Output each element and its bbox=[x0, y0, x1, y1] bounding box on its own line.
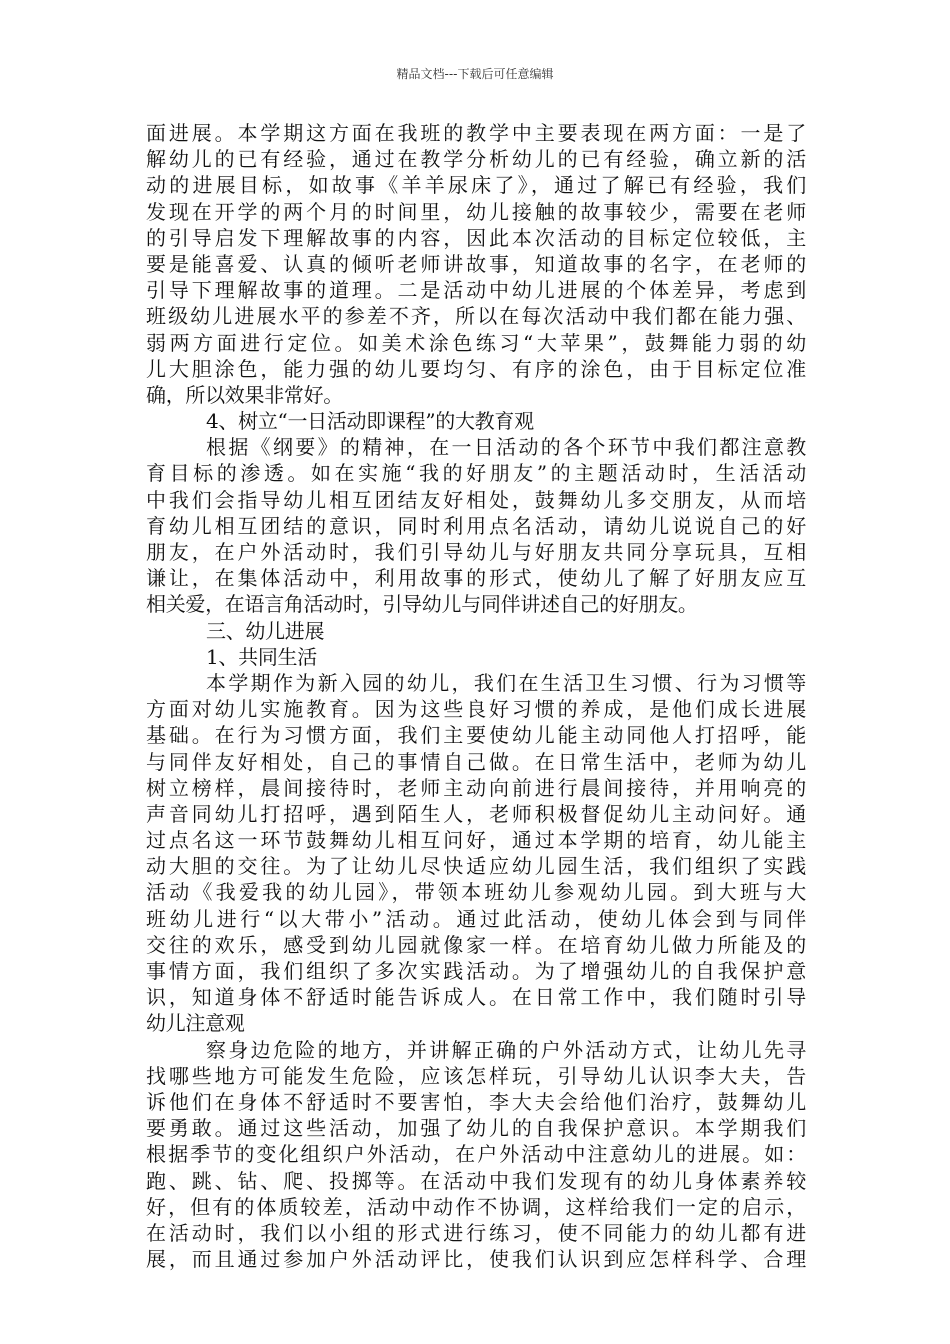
text-line: 要是能喜爱、认真的倾听老师讲故事，知道故事的名字，在老师的 bbox=[146, 251, 806, 276]
text-line: 动的进展目标，如故事《羊羊尿床了》，通过了解已有经验，我们 bbox=[146, 173, 806, 198]
text-line: 谦让，在集体活动中，利用故事的形式，使幼儿了解了好朋友应互 bbox=[146, 566, 806, 591]
page-header: 精品文档---下载后可任意编辑 bbox=[396, 67, 554, 81]
text-line: 弱两方面进行定位。如美术涂色练习“大苹果”，鼓舞能力弱的幼 bbox=[146, 330, 806, 355]
text-line: 育目标的渗透。如在实施“我的好朋友”的主题活动时，生活活动 bbox=[146, 461, 806, 486]
document-body bbox=[146, 120, 806, 1272]
text-line: 根据季节的变化组织户外活动，在户外活动中注意幼儿的进展。如： bbox=[146, 1142, 806, 1167]
text-line: 基础。在行为习惯方面，我们主要使幼儿能主动同他人打招呼，能 bbox=[146, 723, 806, 748]
text-line: 事情方面，我们组织了多次实践活动。为了增强幼儿的自我保护意 bbox=[146, 959, 806, 983]
text-line: 4、树立“一日活动即课程”的大教育观 bbox=[206, 409, 534, 434]
text-line: 诉他们在身体不舒适时不要害怕，李大夫会给他们治疗，鼓舞幼儿 bbox=[146, 1089, 806, 1114]
text-line: 幼儿注意观 bbox=[146, 1011, 245, 1036]
text-line: 在活动时，我们以小组的形式进行练习，使不同能力的幼儿都有进 bbox=[146, 1220, 806, 1245]
text-line: 察身边危险的地方，并讲解正确的户外活动方式，让幼儿先寻 bbox=[206, 1037, 806, 1062]
text-line: 根据《纲要》的精神，在一日活动的各个环节中我们都注意教 bbox=[206, 435, 806, 460]
text-line: 朋友，在户外活动时，我们引导幼儿与好朋友共同分享玩具，互相 bbox=[146, 540, 806, 564]
text-line: 与同伴友好相处，自己的事情自己做。在日常生活中，老师为幼儿 bbox=[146, 749, 806, 774]
text-line: 好，但有的体质较差，活动中动作不协调，这样给我们一定的启示， bbox=[146, 1194, 806, 1219]
text-line: 过点名这一环节鼓舞幼儿相互问好，通过本学期的培育，幼儿能主 bbox=[146, 828, 806, 853]
text-line: 班级幼儿进展水平的参差不齐，所以在每次活动中我们都在能力强、 bbox=[146, 304, 806, 329]
text-line: 本学期作为新入园的幼儿，我们在生活卫生习惯、行为习惯等 bbox=[206, 670, 806, 695]
text-line: 育幼儿相互团结的意识，同时利用点名活动，请幼儿说说自己的好 bbox=[146, 513, 806, 538]
text-line: 树立榜样，晨间接待时，老师主动向前进行晨间接待，并用响亮的 bbox=[146, 775, 806, 800]
text-line: 交往的欢乐，感受到幼儿园就像家一样。在培育幼儿做力所能及的 bbox=[146, 932, 806, 957]
text-line: 识，知道身体不舒适时能告诉成人。在日常工作中，我们随时引导 bbox=[146, 985, 806, 1010]
text-line: 三、幼儿进展 bbox=[206, 618, 325, 643]
text-line: 跑、跳、钻、爬、投掷等。在活动中我们发现有的幼儿身体素养较 bbox=[146, 1168, 806, 1193]
text-line: 要勇敢。通过这些活动，加强了幼儿的自我保护意识。本学期我们 bbox=[146, 1116, 806, 1141]
text-line: 动大胆的交往。为了让幼儿尽快适应幼儿园生活，我们组织了实践 bbox=[146, 854, 806, 879]
text-line: 儿大胆涂色，能力强的幼儿要均匀、有序的涂色，由于目标定位准 bbox=[146, 356, 806, 381]
text-line: 引导下理解故事的道理。二是活动中幼儿进展的个体差异，考虑到 bbox=[146, 278, 806, 303]
text-line: 声音同幼儿打招呼，遇到陌生人，老师积极督促幼儿主动问好。通 bbox=[146, 801, 806, 826]
text-line: 班幼儿进行“以大带小”活动。通过此活动，使幼儿体会到与同伴 bbox=[146, 906, 806, 931]
text-line: 发现在开学的两个月的时间里，幼儿接触的故事较少，需要在老师 bbox=[146, 199, 806, 224]
text-line: 方面对幼儿实施教育。因为这些良好习惯的养成，是他们成长进展 bbox=[146, 697, 806, 722]
text-line: 活动《我爱我的幼儿园》，带领本班幼儿参观幼儿园。到大班与大 bbox=[146, 880, 806, 905]
text-line: 中我们会指导幼儿相互团结友好相处，鼓舞幼儿多交朋友，从而培 bbox=[146, 487, 806, 512]
text-line: 的引导启发下理解故事的内容，因此本次活动的目标定位较低，主 bbox=[146, 225, 806, 250]
text-line: 相关爱，在语言角活动时，引导幼儿与同伴讲述自己的好朋友。 bbox=[146, 592, 698, 617]
text-line: 确，所以效果非常好。 bbox=[146, 382, 343, 407]
text-line: 找哪些地方可能发生危险，应该怎样玩，引导幼儿认识李大夫，告 bbox=[146, 1063, 806, 1088]
text-line: 面进展。本学期这方面在我班的教学中主要表现在两方面：一是了 bbox=[146, 121, 806, 145]
text-line: 解幼儿的已有经验，通过在教学分析幼儿的已有经验，确立新的活 bbox=[146, 147, 806, 172]
text-line: 1、共同生活 bbox=[206, 644, 317, 669]
text-line: 展，而且通过参加户外活动评比，使我们认识到应怎样科学、合理 bbox=[146, 1247, 806, 1272]
